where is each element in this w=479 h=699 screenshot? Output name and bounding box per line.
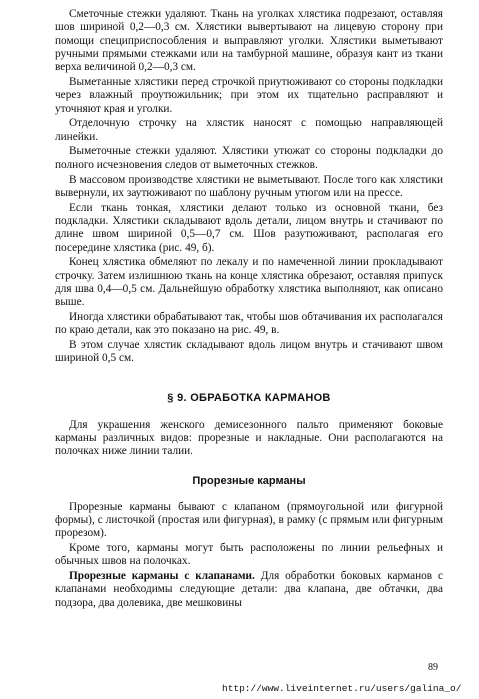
- watermark-url: http://www.liveinternet.ru/users/galina_o/: [222, 683, 462, 694]
- paragraph: Отделочную строчку на хлястик наносят с помощью направляющей линейки.: [55, 117, 443, 143]
- section-title: § 9. ОБРАБОТКА КАРМАНОВ: [167, 391, 331, 404]
- text-block-top: [55, 8, 443, 366]
- paragraph: В массовом производстве хлястики не выметывают. После того как хлястики вывернули, их заутюживают по шаблону ручным утюгом или на прессе.: [55, 173, 443, 199]
- page-body: [55, 8, 443, 611]
- paragraph: Выметанные хлястики перед строчкой приутюживают со стороны подкладки через влажный проутюжильник; при этом их тщательно расправляют и уточняют края и уголки.: [55, 75, 443, 115]
- section-intro: Для украшения женского демисезонного пальто применяют боковые карманы различных видов: прорезные и накладные. Они располагаются на полочках ниже линии талии.: [55, 418, 443, 458]
- paragraph-pockets-with-flaps: [55, 570, 443, 610]
- paragraph: Иногда хлястики обрабатывают так, чтобы шов обтачивания их располагался по краю детали, как это показано на рис. 49, в.: [55, 311, 443, 337]
- text-block-bottom: [55, 501, 443, 569]
- page-number: 89: [428, 662, 438, 673]
- subsection-title: Прорезные карманы: [192, 474, 306, 487]
- paragraph: Если ткань тонкая, хлястики делают только из основной ткани, без подкладки. Хлястики складывают вдоль детали, лицом внутрь и стачивают по длине швом шириной 0,5—0,7 см. Шов разутюживают, располагая его посередине хлястика (рис. 49, б).: [55, 201, 443, 254]
- paragraph: Прорезные карманы бывают с клапаном (прямоугольной или фигурной формы), с листочкой (простая или фигурная), в рамку (с прямым или фигурным прорезом).: [55, 500, 443, 540]
- paragraph: Конец хлястика обмеляют по лекалу и по намеченной линии прокладывают строчку. Затем излишнюю ткань на конце хлястика обрезают, оставляя припуск для шва 0,4—0,5 см. Дальнейшую обработку хлястика выполняют, как описано выше.: [55, 256, 443, 309]
- paragraph: Выметочные стежки удаляют. Хлястики утюжат со стороны подкладки до полного исчезновения следов от выметочных стежков.: [55, 145, 443, 171]
- paragraph-rest: Для обработки боковых карманов с клапанами необходимы следующие детали: два клапана, две обтачки, два подзора, два долевика, две мешковины: [55, 570, 443, 609]
- paragraph: Сметочные стежки удаляют. Ткань на уголках хлястика подрезают, оставляя шов шириной 0,2—0,3 см. Хлястики вывертывают на лицевую сторону при помощи специприспособления и выправляют уголки. Хлястики выметывают ручными прямыми стежками или на тамбурной машине, образуя кант из ткани верха величиной 0,2—0,3 см.: [55, 8, 443, 74]
- paragraph-lead: Прорезные карманы с клапанами.: [69, 570, 255, 583]
- paragraph: В этом случае хлястик складывают вдоль лицом внутрь и стачивают швом шириной 0,5 см.: [55, 339, 443, 365]
- paragraph: Кроме того, карманы могут быть расположены по линии рельефных и обычных швов на полочках.: [55, 542, 443, 568]
